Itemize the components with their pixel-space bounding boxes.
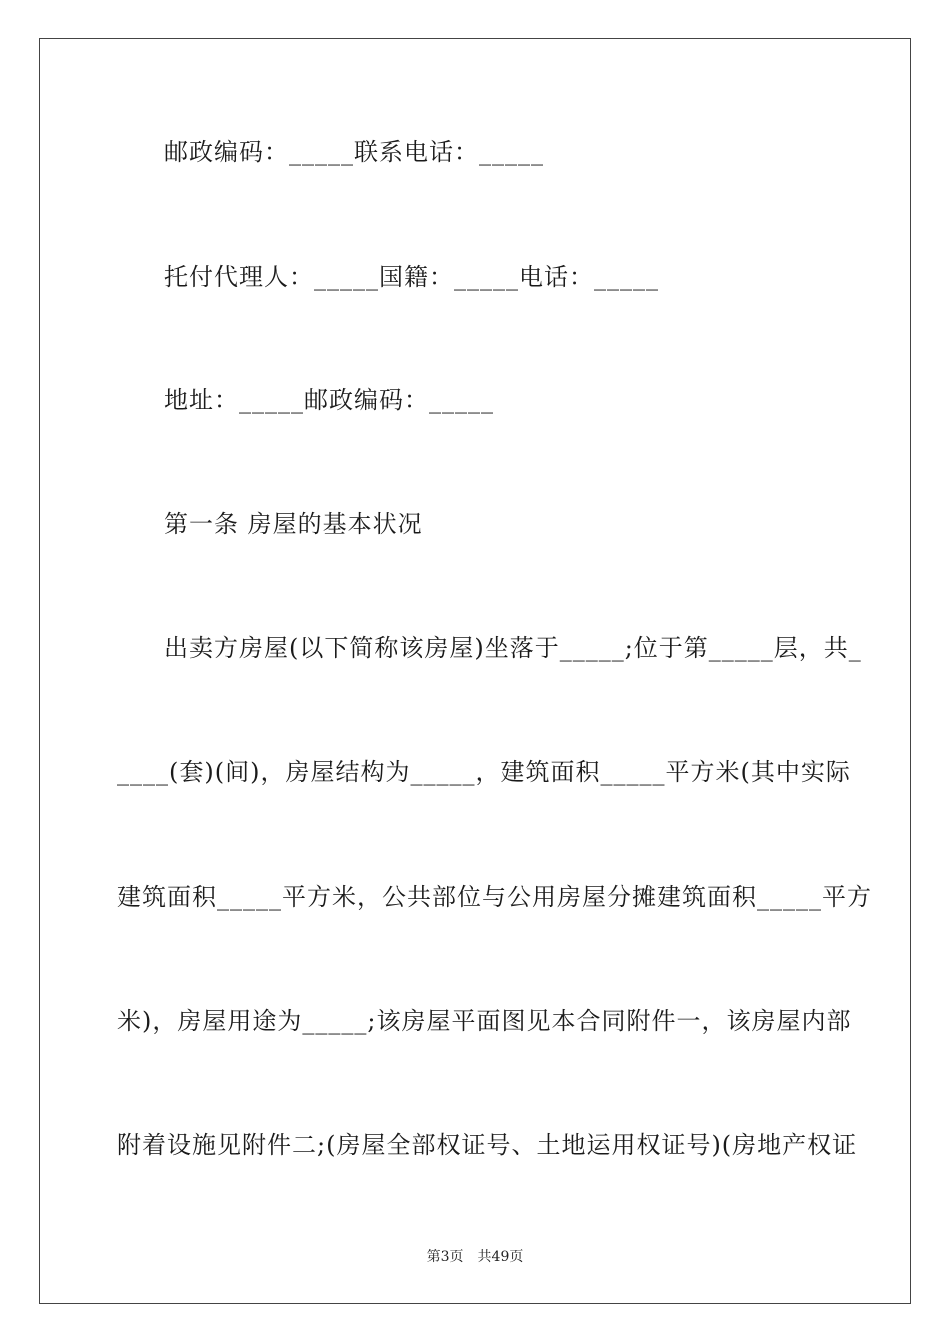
postal-phone-line: 邮政编码：_____联系电话：_____ bbox=[164, 138, 544, 166]
paragraph-line: 建筑面积_____平方米，公共部位与公用房屋分摊建筑面积_____平方 bbox=[117, 883, 872, 911]
page-number: 第3页 共49页 bbox=[426, 1249, 524, 1265]
paragraph-line: ____(套)(间)，房屋结构为_____，建筑面积_____平方米(其中实际 bbox=[117, 758, 851, 786]
page-frame bbox=[39, 38, 911, 1304]
paragraph-line: 附着设施见附件二;(房屋全部权证号、土地运用权证号)(房地产权证 bbox=[117, 1131, 858, 1159]
paragraph-line: 米)，房屋用途为_____;该房屋平面图见本合同附件一，该房屋内部 bbox=[117, 1007, 852, 1035]
agent-line: 托付代理人：_____国籍：_____电话：_____ bbox=[164, 263, 659, 291]
paragraph-line: 出卖方房屋(以下简称该房屋)坐落于_____;位于第_____层，共_ bbox=[164, 634, 862, 662]
article-heading: 第一条 房屋的基本状况 bbox=[164, 510, 423, 538]
address-line: 地址：_____邮政编码：_____ bbox=[164, 386, 494, 414]
